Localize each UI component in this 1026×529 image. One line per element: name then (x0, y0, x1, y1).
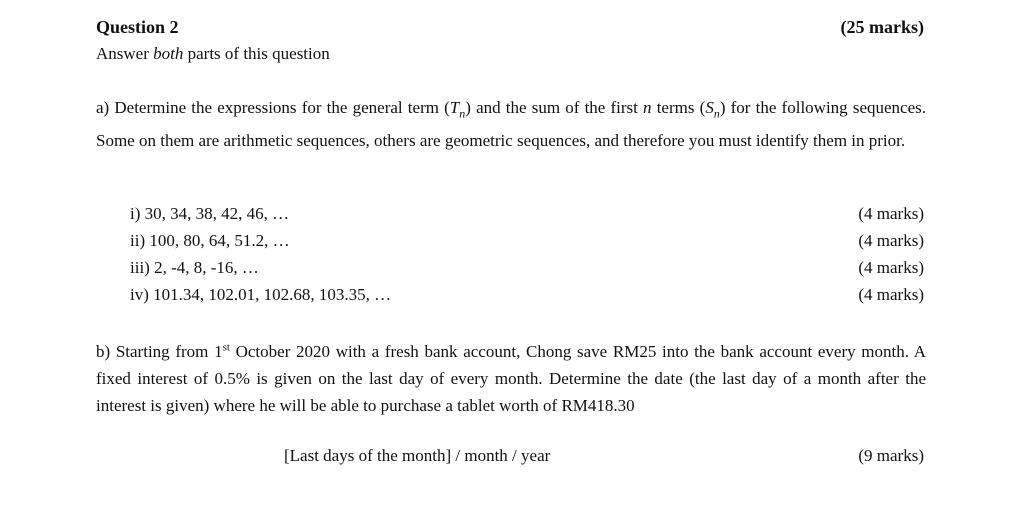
sequence-item-1-marks: (4 marks) (858, 204, 924, 223)
sequence-item-2-marks: (4 marks) (858, 231, 924, 250)
part-b-text-2: October 2020 with a fresh bank account, Chong save RM25 into the bank account every month. A fixed interest of 0.5% is given on the last day of every month. Determine the date (the last day of a month after the interest is given) where he will be able to purchase a tablet worth of RM418.30 (96, 342, 926, 415)
tn-symbol: T (449, 98, 460, 117)
instruction-line (96, 44, 330, 64)
tn-subscript: n (459, 106, 466, 121)
part-a-text-4: ) for the following sequences. Some on them are arithmetic sequences, others are geometric sequences, and therefore you must identify them in prior. (96, 98, 926, 151)
part-b-superscript: st (222, 341, 230, 354)
instruction-post: parts of this question (183, 44, 330, 63)
part-b-text-1: b) Starting from 1 (96, 342, 223, 361)
sequence-item-3: iii) 2, -4, 8, -16, … (130, 258, 259, 277)
answer-format-line: [Last days of the month] / month / year (284, 446, 551, 465)
sequence-item-2: ii) 100, 80, 64, 51.2, … (130, 231, 290, 250)
sequence-item-1: i) 30, 34, 38, 42, 46, … (130, 204, 290, 223)
instruction-emphasis: both (153, 44, 184, 63)
part-a-text-2: ) and the sum of the first (465, 98, 644, 117)
instruction-pre: Answer (96, 44, 154, 63)
total-marks: (25 marks) (840, 17, 924, 37)
sn-subscript: n (713, 106, 720, 121)
part-a-text-1: a) Determine the expressions for the general term ( (96, 98, 450, 117)
sequence-item-3-marks: (4 marks) (858, 258, 924, 277)
part-a-text-3: terms ( (651, 98, 706, 117)
sn-symbol: S (705, 98, 714, 117)
part-a-text (96, 94, 926, 154)
n-symbol: n (643, 98, 652, 117)
part-b-marks: (9 marks) (858, 446, 924, 465)
sequence-item-4-marks: (4 marks) (858, 285, 924, 304)
sequence-item-4: iv) 101.34, 102.01, 102.68, 103.35, … (130, 285, 392, 304)
question-title: Question 2 (96, 17, 179, 37)
part-b-text (96, 338, 926, 419)
